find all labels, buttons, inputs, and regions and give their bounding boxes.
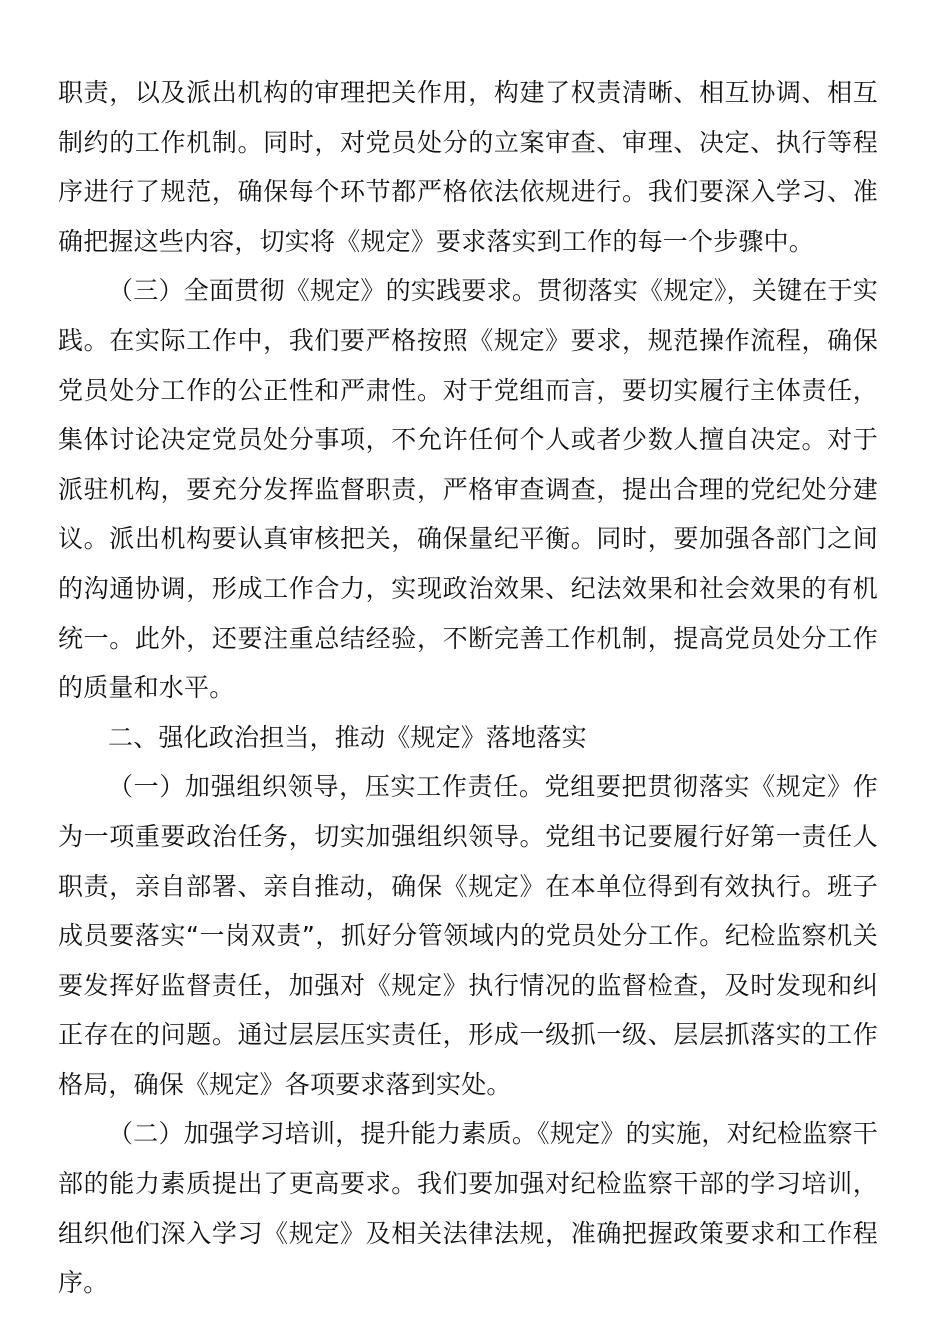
paragraph-subsection-2: （二）加强学习培训，提升能力素质。《规定》的实施，对纪检监察干部的能力素质提出了更高要求。我们要加强对纪检监察干部的学习培训，组织他们深入学习《规定》及相关法律法规，准确把握政策要求和工作程序。 — [58, 1119, 878, 1298]
paragraph-section-3: （三）全面贯彻《规定》的实践要求。贯彻落实《规定》，关键在于实践。在实际工作中，我们要严格按照《规定》要求，规范操作流程，确保党员处分工作的公正性和严肃性。对于党组而言，要切实履行主体责任，集体讨论决定党员处分事项，不允许任何个人或者少数人擅自决定。对于派驻机构，要充分发挥监督职责，严格审查调查，提出合理的党纪处分建议。派出机构要认真审核把关，确保量纪平衡。同时，要加强各部门之间的沟通协调，形成工作合力，实现政治效果、纪法效果和社会效果的有机统一。此外，还要注重总结经验，不断完善工作机制，提高党员处分工作的质量和水平。 — [58, 276, 878, 703]
paragraph-continuation: 职责，以及派出机构的审理把关作用，构建了权责清晰、相互协调、相互制约的工作机制。同时，对党员处分的立案审查、审理、决定、执行等程序进行了规范，确保每个环节都严格依法依规进行。我们要深入学习、准确把握这些内容，切实将《规定》要求落实到工作的每一个步骤中。 — [58, 78, 878, 256]
section-heading-2: 二、强化政治担当，推动《规定》落地落实 — [108, 722, 587, 752]
document-page — [58, 68, 878, 1308]
paragraph-subsection-1: （一）加强组织领导，压实工作责任。党组要把贯彻落实《规定》作为一项重要政治任务，切实加强组织领导。党组书记要履行好第一责任人职责，亲自部署、亲自推动，确保《规定》在本单位得到有效执行。班子成员要落实“一岗双责”，抓好分管领域内的党员处分工作。纪检监察机关要发挥好监督责任，加强对《规定》执行情况的监督检查，及时发现和纠正存在的问题。通过层层压实责任，形成一级抓一级、层层抓落实的工作格局，确保《规定》各项要求落到实处。 — [58, 772, 878, 1099]
